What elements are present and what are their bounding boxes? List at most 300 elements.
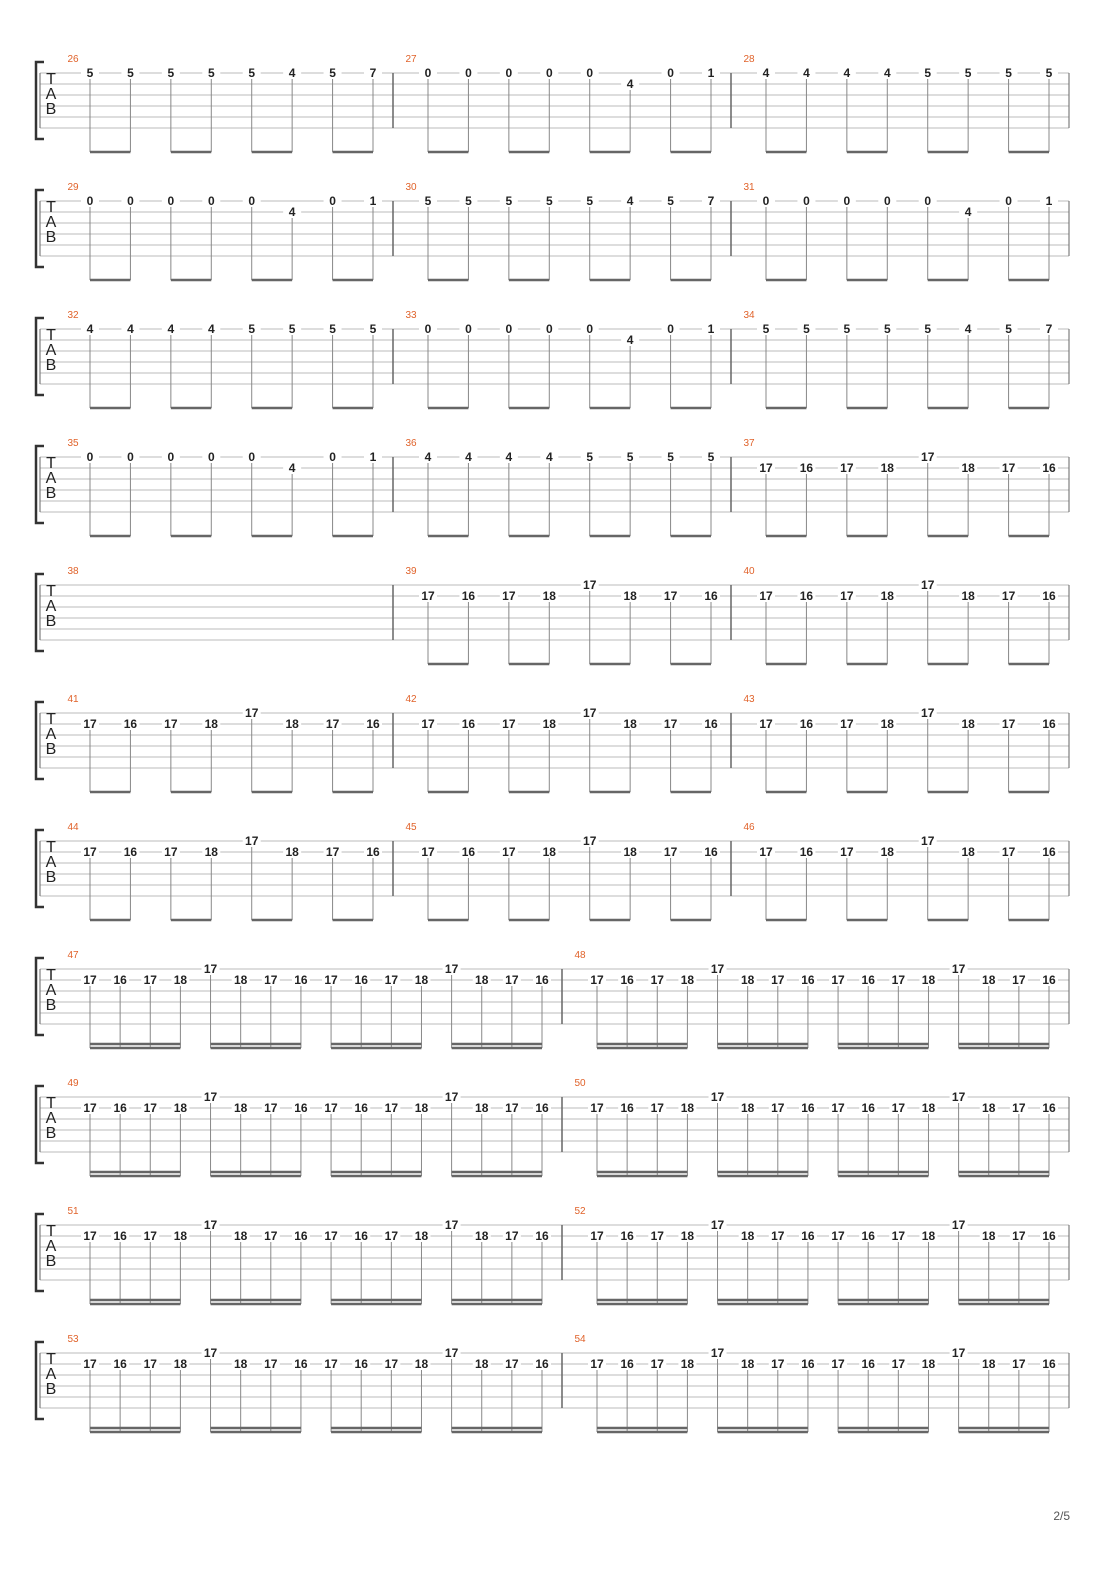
fret-number: 17 [83, 1229, 97, 1243]
fret-number: 17 [921, 578, 935, 592]
fret-number: 18 [880, 461, 894, 475]
fret-number: 17 [710, 1346, 725, 1360]
fret-number: 17 [502, 717, 516, 731]
fret-number: 17 [264, 973, 278, 987]
fret-number: 5 [707, 450, 715, 464]
fret-number: 17 [759, 589, 773, 603]
fret-number: 17 [650, 1357, 664, 1371]
fret-number: 4 [288, 205, 296, 219]
fret-number: 17 [590, 1229, 604, 1243]
fret-number: 16 [294, 1101, 308, 1115]
fret-number: 0 [167, 194, 175, 208]
tab-clef-letter: A [45, 1110, 57, 1127]
measure-number: 42 [405, 694, 417, 705]
fret-number: 18 [921, 1101, 936, 1115]
fret-number: 4 [883, 66, 891, 80]
fret-number: 16 [461, 589, 476, 603]
tab-clef-letter: B [45, 613, 57, 630]
tab-clef-letter: B [45, 229, 57, 246]
fret-number: 17 [650, 1229, 664, 1243]
fret-number: 16 [801, 1357, 815, 1371]
fret-number: 5 [369, 322, 377, 336]
fret-number: 16 [1042, 717, 1056, 731]
fret-number: 4 [964, 205, 972, 219]
tab-clef-letter: T [46, 1095, 56, 1112]
tab-clef-letter: B [45, 357, 57, 374]
fret-number: 17 [1012, 1357, 1026, 1371]
fret-number: 4 [86, 322, 94, 336]
fret-number: 18 [414, 1229, 429, 1243]
fret-number: 16 [620, 1101, 634, 1115]
fret-number: 0 [1005, 194, 1012, 208]
fret-number: 18 [880, 589, 894, 603]
fret-number: 16 [704, 845, 718, 859]
fret-number: 17 [710, 1090, 725, 1104]
fret-number: 16 [113, 973, 127, 987]
fret-number: 16 [294, 973, 308, 987]
fret-number: 17 [583, 706, 597, 720]
fret-number: 16 [535, 1101, 549, 1115]
fret-number: 0 [424, 322, 432, 336]
fret-number: 17 [444, 1090, 459, 1104]
fret-number: 17 [663, 717, 678, 731]
tab-clef-letter: A [45, 214, 57, 231]
fret-number: 1 [1045, 194, 1053, 208]
fret-number: 17 [1012, 1229, 1026, 1243]
fret-number: 16 [704, 717, 718, 731]
fret-number: 17 [143, 1357, 157, 1371]
fret-number: 0 [465, 66, 472, 80]
fret-number: 17 [891, 1357, 906, 1371]
fret-number: 5 [288, 322, 296, 336]
fret-number: 17 [771, 1101, 785, 1115]
tab-clef-letter: A [45, 342, 57, 359]
fret-number: 16 [354, 1357, 368, 1371]
fret-number: 18 [982, 1229, 996, 1243]
fret-number: 0 [762, 194, 770, 208]
fret-number: 17 [203, 962, 218, 976]
fret-number: 18 [680, 973, 695, 987]
fret-number: 16 [294, 1229, 308, 1243]
fret-number: 16 [354, 1101, 368, 1115]
tab-clef-letter: T [46, 455, 56, 472]
tab-clef-letter: B [45, 1253, 57, 1270]
fret-number: 16 [1042, 1357, 1056, 1371]
fret-number: 18 [921, 1357, 936, 1371]
fret-number: 18 [475, 1229, 489, 1243]
fret-number: 16 [620, 1229, 634, 1243]
fret-number: 5 [803, 322, 810, 336]
fret-number: 17 [502, 845, 516, 859]
fret-number: 7 [707, 194, 715, 208]
fret-number: 4 [288, 461, 296, 475]
fret-number: 17 [650, 1101, 664, 1115]
measure-number: 51 [67, 1206, 79, 1217]
fret-number: 18 [680, 1229, 695, 1243]
fret-number: 18 [961, 717, 975, 731]
fret-number: 5 [924, 66, 932, 80]
fret-number: 17 [1001, 845, 1016, 859]
fret-number: 17 [771, 973, 785, 987]
fret-number: 17 [505, 973, 519, 987]
fret-number: 16 [620, 973, 634, 987]
fret-number: 18 [173, 1101, 188, 1115]
fret-number: 16 [704, 589, 718, 603]
fret-number: 17 [324, 973, 338, 987]
tab-clef-letter: T [46, 839, 56, 856]
fret-number: 0 [803, 194, 810, 208]
fret-number: 7 [1045, 322, 1053, 336]
fret-number: 4 [626, 333, 634, 347]
fret-number: 18 [542, 717, 556, 731]
fret-number: 0 [545, 66, 553, 80]
fret-number: 18 [961, 845, 975, 859]
tab-clef-letter: B [45, 101, 57, 118]
fret-number: 18 [982, 1357, 996, 1371]
fret-number: 17 [203, 1346, 218, 1360]
fret-number: 5 [762, 322, 770, 336]
fret-number: 5 [667, 194, 674, 208]
fret-number: 18 [475, 973, 489, 987]
measure-number: 39 [405, 566, 417, 577]
fret-number: 16 [861, 1357, 875, 1371]
tab-clef-letter: A [45, 1366, 57, 1383]
fret-number: 16 [461, 717, 476, 731]
fret-number: 0 [248, 450, 256, 464]
fret-number: 17 [325, 845, 340, 859]
fret-number: 18 [233, 1229, 248, 1243]
fret-number: 0 [167, 450, 175, 464]
fret-number: 17 [891, 973, 906, 987]
tab-clef-letter: T [46, 583, 56, 600]
tab-clef-letter: A [45, 726, 57, 743]
fret-number: 16 [1042, 1101, 1056, 1115]
fret-number: 0 [127, 194, 134, 208]
fret-number: 5 [248, 322, 256, 336]
fret-number: 16 [535, 973, 549, 987]
fret-number: 16 [366, 845, 380, 859]
fret-number: 4 [762, 66, 770, 80]
fret-number: 0 [207, 194, 215, 208]
tab-clef-letter: A [45, 854, 57, 871]
fret-number: 4 [803, 66, 810, 80]
fret-number: 1 [707, 66, 715, 80]
measure-number: 31 [743, 182, 755, 193]
tab-clef-letter: B [45, 485, 57, 502]
fret-number: 17 [143, 1101, 157, 1115]
fret-number: 18 [921, 973, 936, 987]
fret-number: 18 [740, 973, 755, 987]
fret-number: 7 [369, 66, 377, 80]
fret-number: 17 [502, 589, 516, 603]
fret-number: 4 [288, 66, 296, 80]
fret-number: 17 [505, 1357, 519, 1371]
fret-number: 18 [740, 1101, 755, 1115]
fret-number: 17 [203, 1218, 218, 1232]
fret-number: 17 [1012, 973, 1026, 987]
fret-number: 17 [325, 717, 340, 731]
fret-number: 18 [961, 589, 975, 603]
fret-number: 17 [921, 450, 935, 464]
fret-number: 17 [759, 845, 773, 859]
measure-number: 26 [67, 54, 79, 65]
fret-number: 0 [505, 322, 513, 336]
fret-number: 18 [233, 1101, 248, 1115]
fret-number: 0 [505, 66, 513, 80]
measure-number: 32 [67, 310, 79, 321]
fret-number: 17 [505, 1229, 519, 1243]
fret-number: 17 [583, 578, 597, 592]
measure-number: 43 [743, 694, 755, 705]
fret-number: 17 [1001, 461, 1016, 475]
fret-number: 18 [173, 1229, 188, 1243]
fret-number: 18 [475, 1357, 489, 1371]
fret-number: 16 [113, 1229, 127, 1243]
fret-number: 18 [680, 1101, 695, 1115]
tab-clef-letter: T [46, 1351, 56, 1368]
fret-number: 16 [366, 717, 380, 731]
fret-number: 5 [1005, 66, 1012, 80]
fret-number: 17 [840, 589, 854, 603]
fret-number: 16 [294, 1357, 308, 1371]
fret-number: 17 [83, 1357, 97, 1371]
fret-number: 17 [384, 1101, 399, 1115]
measure-number: 53 [67, 1334, 79, 1345]
fret-number: 5 [964, 66, 972, 80]
fret-number: 0 [843, 194, 851, 208]
fret-number: 17 [663, 589, 678, 603]
fret-number: 16 [620, 1357, 634, 1371]
fret-number: 5 [167, 66, 175, 80]
fret-number: 16 [861, 1101, 875, 1115]
fret-number: 4 [964, 322, 972, 336]
fret-number: 18 [173, 1357, 188, 1371]
fret-number: 16 [1042, 589, 1056, 603]
fret-number: 17 [590, 1101, 604, 1115]
fret-number: 17 [590, 973, 604, 987]
fret-number: 17 [831, 1357, 845, 1371]
fret-number: 17 [590, 1357, 604, 1371]
fret-number: 5 [424, 194, 432, 208]
fret-number: 1 [707, 322, 715, 336]
fret-number: 17 [891, 1101, 906, 1115]
fret-number: 17 [324, 1357, 338, 1371]
fret-number: 5 [843, 322, 851, 336]
fret-number: 17 [384, 1229, 399, 1243]
tab-clef-letter: A [45, 598, 57, 615]
fret-number: 17 [951, 1346, 966, 1360]
tab-clef-letter: T [46, 71, 56, 88]
fret-number: 16 [801, 1101, 815, 1115]
fret-number: 0 [667, 322, 674, 336]
fret-number: 17 [164, 717, 178, 731]
fret-number: 17 [951, 1090, 966, 1104]
tab-clef-letter: T [46, 711, 56, 728]
fret-number: 18 [285, 845, 299, 859]
fret-number: 17 [1012, 1101, 1026, 1115]
measure-number: 45 [405, 822, 417, 833]
tab-clef-letter: B [45, 1125, 57, 1142]
fret-number: 4 [465, 450, 472, 464]
fret-number: 0 [424, 66, 432, 80]
fret-number: 17 [83, 1101, 97, 1115]
fret-number: 17 [264, 1357, 278, 1371]
fret-number: 17 [831, 973, 845, 987]
fret-number: 4 [207, 322, 215, 336]
measure-number: 38 [67, 566, 79, 577]
fret-number: 16 [354, 1229, 368, 1243]
fret-number: 18 [680, 1357, 695, 1371]
fret-number: 18 [623, 589, 637, 603]
fret-number: 5 [329, 322, 336, 336]
fret-number: 17 [840, 461, 854, 475]
measure-number: 40 [743, 566, 755, 577]
fret-number: 17 [840, 845, 854, 859]
fret-number: 18 [880, 717, 894, 731]
fret-number: 17 [143, 973, 157, 987]
fret-number: 16 [1042, 1229, 1056, 1243]
measure-number: 34 [743, 310, 755, 321]
fret-number: 0 [586, 66, 594, 80]
tab-clef-letter: T [46, 199, 56, 216]
fret-number: 16 [799, 717, 814, 731]
measure-number: 41 [67, 694, 79, 705]
fret-number: 16 [799, 845, 814, 859]
tab-clef-letter: B [45, 741, 57, 758]
fret-number: 17 [421, 589, 435, 603]
fret-number: 0 [127, 450, 134, 464]
fret-number: 16 [113, 1357, 127, 1371]
fret-number: 4 [127, 322, 134, 336]
fret-number: 5 [1045, 66, 1053, 80]
fret-number: 18 [285, 717, 299, 731]
tab-clef-letter: B [45, 1381, 57, 1398]
fret-number: 4 [626, 194, 634, 208]
fret-number: 5 [586, 450, 594, 464]
fret-number: 17 [650, 973, 664, 987]
fret-number: 16 [1042, 461, 1056, 475]
measure-number: 54 [574, 1334, 586, 1345]
fret-number: 18 [961, 461, 975, 475]
tab-clef-letter: A [45, 982, 57, 999]
fret-number: 17 [203, 1090, 218, 1104]
measure-number: 36 [405, 438, 417, 449]
fret-number: 17 [264, 1101, 278, 1115]
fret-number: 17 [324, 1101, 338, 1115]
fret-number: 17 [663, 845, 678, 859]
fret-number: 17 [1001, 589, 1016, 603]
fret-number: 5 [545, 194, 553, 208]
fret-number: 17 [245, 834, 259, 848]
measure-number: 47 [67, 950, 79, 961]
fret-number: 18 [173, 973, 188, 987]
fret-number: 5 [586, 194, 594, 208]
fret-number: 5 [626, 450, 634, 464]
fret-number: 17 [1001, 717, 1016, 731]
fret-number: 18 [740, 1357, 755, 1371]
fret-number: 18 [414, 1357, 429, 1371]
fret-number: 4 [505, 450, 513, 464]
fret-number: 18 [542, 845, 556, 859]
fret-number: 17 [384, 973, 399, 987]
fret-number: 17 [710, 1218, 725, 1232]
fret-number: 0 [207, 450, 215, 464]
tab-clef-letter: T [46, 967, 56, 984]
fret-number: 0 [329, 194, 336, 208]
fret-number: 17 [444, 962, 459, 976]
fret-number: 17 [583, 834, 597, 848]
fret-number: 18 [880, 845, 894, 859]
fret-number: 16 [799, 461, 814, 475]
fret-number: 0 [586, 322, 594, 336]
fret-number: 18 [204, 845, 218, 859]
tab-clef-letter: B [45, 997, 57, 1014]
measure-number: 48 [574, 950, 586, 961]
fret-number: 17 [264, 1229, 278, 1243]
fret-number: 16 [123, 717, 138, 731]
measure-number: 46 [743, 822, 755, 833]
fret-number: 1 [369, 194, 377, 208]
fret-number: 16 [1042, 973, 1056, 987]
fret-number: 17 [771, 1357, 785, 1371]
fret-number: 5 [248, 66, 256, 80]
page-number: 2/5 [1053, 1509, 1070, 1523]
fret-number: 17 [245, 706, 259, 720]
tab-clef-letter: T [46, 327, 56, 344]
fret-number: 16 [535, 1229, 549, 1243]
fret-number: 5 [1005, 322, 1012, 336]
fret-number: 4 [167, 322, 175, 336]
fret-number: 17 [771, 1229, 785, 1243]
fret-number: 18 [542, 589, 556, 603]
fret-number: 1 [369, 450, 377, 464]
fret-number: 16 [801, 973, 815, 987]
fret-number: 4 [545, 450, 553, 464]
fret-number: 17 [421, 845, 435, 859]
measure-number: 27 [405, 54, 417, 65]
measure-number: 37 [743, 438, 755, 449]
fret-number: 17 [83, 717, 97, 731]
measure-number: 49 [67, 1078, 79, 1089]
fret-number: 5 [127, 66, 134, 80]
fret-number: 16 [535, 1357, 549, 1371]
fret-number: 16 [113, 1101, 127, 1115]
fret-number: 16 [1042, 845, 1056, 859]
fret-number: 17 [759, 717, 773, 731]
measure-number: 28 [743, 54, 755, 65]
tab-clef-letter: A [45, 1238, 57, 1255]
fret-number: 18 [204, 717, 218, 731]
fret-number: 0 [883, 194, 891, 208]
fret-number: 17 [831, 1101, 845, 1115]
fret-number: 4 [626, 77, 634, 91]
fret-number: 0 [329, 450, 336, 464]
fret-number: 18 [982, 973, 996, 987]
fret-number: 0 [86, 194, 94, 208]
fret-number: 0 [86, 450, 94, 464]
fret-number: 0 [545, 322, 553, 336]
fret-number: 16 [123, 845, 138, 859]
fret-number: 17 [505, 1101, 519, 1115]
fret-number: 16 [801, 1229, 815, 1243]
tab-clef-letter: A [45, 86, 57, 103]
fret-number: 0 [924, 194, 932, 208]
fret-number: 16 [799, 589, 814, 603]
fret-number: 17 [164, 845, 178, 859]
fret-number: 5 [86, 66, 94, 80]
fret-number: 17 [759, 461, 773, 475]
fret-number: 17 [951, 962, 966, 976]
